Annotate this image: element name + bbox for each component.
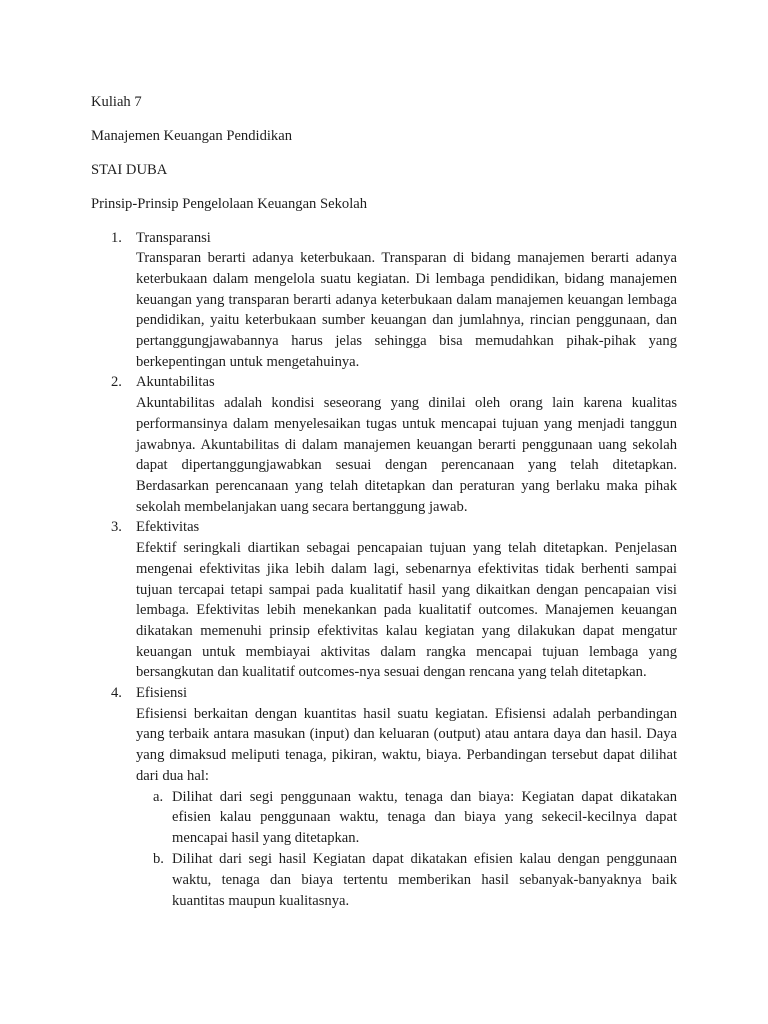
principles-list xyxy=(91,228,677,912)
list-number: 4. xyxy=(111,685,122,702)
sub-item xyxy=(136,787,677,849)
principle-title: Efektivitas xyxy=(136,519,200,536)
principle-item-akuntabilitas xyxy=(91,372,677,517)
principle-text: Efisiensi berkaitan dengan kuantitas hasil suatu kegiatan. Efisiensi adalah perbandingan yang terbaik antara masukan (input) dan keluaran (output) atau antara daya dan hasil. Daya yang dimaksud meliputi tenaga, pikiran, waktu, biaya. Perbandingan tersebut dapat dilihat dari dua hal: xyxy=(136,705,677,784)
principle-title: Akuntabilitas xyxy=(136,374,215,391)
subject-title: Manajemen Keuangan Pendidikan xyxy=(91,127,293,144)
list-number: 1. xyxy=(111,229,122,246)
principle-title: Transparansi xyxy=(136,229,211,246)
principle-item-efisiensi xyxy=(91,683,677,911)
sub-item-text: Dilihat dari segi penggunaan waktu, tenaga dan biaya: Kegiatan dapat dikatakan efisien kalau penggunaan waktu, tenaga dan biaya yang sekecil-kecilnya dapat mencapai hasil yang ditetapkan. xyxy=(172,788,677,846)
principle-text: Akuntabilitas adalah kondisi seseorang yang dinilai oleh orang lain karena kualitas performansinya dalam menyelesaikan tugas untuk mencapai tujuan yang menjadi tanggun jawabnya. Akuntabilitas di dalam manajemen keuangan berarti penggunaan uang sekolah dapat dipertanggungjawabkan sesuai dengan perencanaan yang telah ditetapkan. Berdasarkan perencanaan yang telah ditetapkan dan peraturan yang berlaku maka pihak sekolah membelanjakan uang secara bertanggung jawab. xyxy=(136,395,677,515)
principle-item-efektivitas xyxy=(91,517,677,683)
principle-title: Efisiensi xyxy=(136,685,188,702)
course-label: Kuliah 7 xyxy=(91,94,142,110)
sub-item-letter: a. xyxy=(153,788,164,805)
topic-heading: Prinsip-Prinsip Pengelolaan Keuangan Sekolah xyxy=(91,195,368,212)
institution-name: STAI DUBA xyxy=(91,161,168,178)
principle-text: Transparan berarti adanya keterbukaan. Transparan di bidang manajemen berarti adanya keterbukaan dalam mengelola suatu kegiatan. Di lembaga pendidikan, bidang manajemen keuangan yang transparan berarti adanya keterbukaan dalam manajemen keuangan lembaga pendidikan, yaitu keterbukaan sumber keuangan dan jumlahnya, rincian penggunaan, dan pertanggungjawabannya harus jelas sehingga bisa memudahkan pihak-pihak yang berkepentingan untuk mengetahuinya. xyxy=(136,250,677,370)
sub-item-text: Dilihat dari segi hasil Kegiatan dapat dikatakan efisien kalau dengan penggunaan waktu, tenaga dan biaya tertentu memberikan hasil sebanyak-banyaknya baik kuantitas maupun kualitasnya. xyxy=(172,851,677,909)
document-page xyxy=(91,92,677,912)
efficiency-aspects-list xyxy=(136,787,677,912)
sub-item xyxy=(136,849,677,911)
list-number: 3. xyxy=(111,519,122,536)
sub-item-letter: b. xyxy=(153,851,164,868)
list-number: 2. xyxy=(111,374,122,391)
principle-item-transparansi xyxy=(91,228,677,373)
principle-text: Efektif seringkali diartikan sebagai pencapaian tujuan yang telah ditetapkan. Penjelasan mengenai efektivitas jika lebih dalam lagi, sebenarnya efektivitas tidak berhenti sampai tujuan tercapai tetapi sampai pada kualitatif hasil yang dikaitkan dengan pencapaian visi lembaga. Efektivitas lebih menekankan pada kualitatif outcomes. Manajemen keuangan dikatakan memenuhi prinsip efektivitas kalau kegiatan yang dilakukan dapat mengatur keuangan untuk membiayai aktivitas dalam rangka mencapai tujuan lembaga yang bersangkutan dan kualitatif outcomes-nya sesuai dengan rencana yang telah ditetapkan. xyxy=(136,540,677,681)
